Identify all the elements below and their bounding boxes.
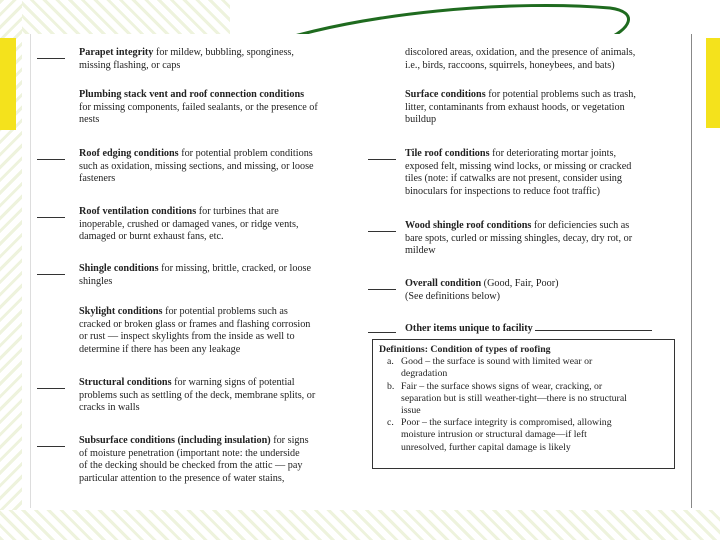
checkbox-blank[interactable] bbox=[37, 206, 65, 218]
definition-fair: b. Fair – the surface shows signs of wear, cracking, or separation but is still weather-tight—there is no structural issue bbox=[387, 380, 627, 417]
checkbox-blank[interactable] bbox=[368, 220, 396, 232]
definitions-box bbox=[372, 339, 675, 469]
definitions-heading: Definitions: Condition of types of roofing bbox=[379, 344, 551, 355]
decorative-pattern-bottom bbox=[0, 510, 720, 540]
checkbox-blank[interactable] bbox=[37, 263, 65, 275]
checkbox-blank[interactable] bbox=[37, 435, 65, 447]
other-items-fill-line[interactable] bbox=[535, 321, 652, 331]
checkbox-blank[interactable] bbox=[368, 148, 396, 160]
checkbox-blank[interactable] bbox=[37, 377, 65, 389]
definition-poor: c. Poor – the surface integrity is compromised, allowing moisture intrusion or structural damage—if left unresolved, further capital damage is likely bbox=[387, 417, 612, 453]
checklist-document: Parapet integrity for mildew, bubbling, sponginess, missing flashing, or caps Plumbing stack vent and roof connection conditions for missing components, failed sealants, or the presence of nests Roof edging conditions for potential problem conditions such as oxidation, missing sections, and missing, or loose fasteners Roof ventilation conditions for turbines that are inoperable, crushed or damaged vanes, or ridge vents, damaged or burnt exhaust fans, etc. Shingle conditions for missing, brittle, cracked, or loose shingles Skylight conditions for potential problems such as cracked or broken glass or frames and flashing corrosion or rust — inspect skylights from the inside as well to determine if there has been any leakage Structural conditions for warning signs of potential problems such as settling of the deck, membrane splits, or cracks in walls Subsurface conditions (including insulation) for signs of moisture penetration (important note: the underside of the decking should be checked from the attic — pay particular attention to the presence of water stains, discolored areas, oxidation, and the presence of animals, i.e., birds, raccoons, squirrels, honeybees, and bats) Surface conditions for potential problems such as trash, litter, contaminants from exhaust hoods, or vegetation buildup Tile roof conditions for deteriorating mortar joints, exposed felt, missing wind locks, or missing or cracked tiles (note: if catwalks are not present, consider using binoculars for inspections to reduce foot traffic) Wood shingle roof conditions for deficiencies such as bare spots, curled or missing shingles, decay, dry rot, or mildew Overall condition (Good, Fair, Poor) (See definitions below) Other items unique to facility Definitions: Condition of types of roofing a. Good – the surface is sound with limited wear or degradation b. Fair – the surface shows signs of wear, cracking, or separation but is still weather-tight—there is no structural issue c. Poor – the surface integrity is compromised, allowing moisture intrusion or structural damage—if left unresolved, further capital damage is likely bbox=[30, 34, 692, 508]
checkbox-blank[interactable] bbox=[37, 47, 65, 59]
checkbox-blank[interactable] bbox=[368, 321, 396, 333]
definition-good: a. Good – the surface is sound with limited wear or degradation bbox=[387, 356, 593, 380]
checkbox-blank[interactable] bbox=[368, 278, 396, 290]
checkbox-blank[interactable] bbox=[37, 148, 65, 160]
